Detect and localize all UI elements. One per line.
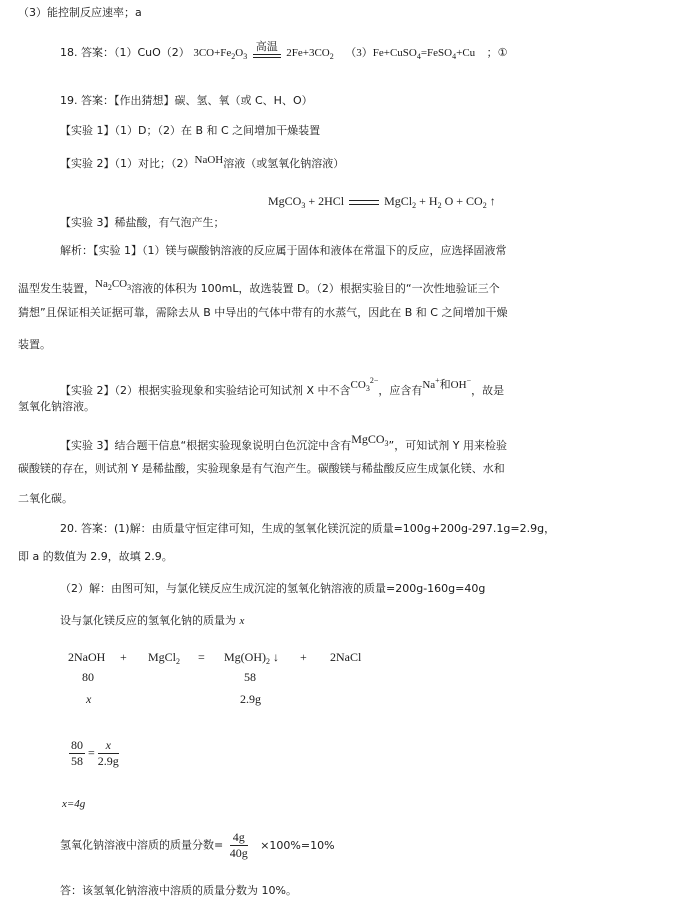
q20-line-4: 设与氯化镁反应的氢氧化钠的质量为 x <box>60 614 245 627</box>
q17-part3: （3）能控制反应速率；a <box>18 6 142 19</box>
q18-tail: ；① <box>486 46 508 59</box>
q19-analysis-7: 【实验 3】结合题干信息“根据实验现象说明白色沉淀中含有MgCO$_3$”，可知试剂 Y 用来检验 <box>60 432 507 452</box>
q19-exp3: 【实验 3】稀盐酸，有气泡产生； <box>60 216 225 229</box>
q19-head: 19. 答案：【作出猜想】碳、氢、氧（或 C、H、O） <box>60 94 313 107</box>
q18-eq2-left: $3CO+Fe_2O_3$ <box>193 47 248 61</box>
q19-analysis-4: 装置。 <box>18 338 51 351</box>
q20-line-2: 即 a 的数值为 2.9，故填 2.9。 <box>18 550 173 563</box>
q19-analysis-5: 【实验 2】（2）根据实验现象和实验结论可知试剂 X 中不含$CO_3^{2-}$，应含有Na+和OH−，故是 <box>60 376 505 397</box>
q19-analysis-2: 温型发生装置，$Na_2CO_3$溶液的体积为 100mL，故选装置 D。（2）根据实验目的“一次性地验证三个 <box>18 278 500 295</box>
q20-line-1: 20. 答案：(1)解：由质量守恒定律可知，生成的氢氧化镁沉淀的质量=100g+200g-297.1g=2.9g， <box>60 522 556 535</box>
q19-equation: MgCO$_3$ + 2HCl MgCl$_2$ + $H_2$ $O + CO_2$ ↑ <box>268 194 496 210</box>
q19-analysis-1: 解析：【实验 1】（1）镁与碳酸钠溶液的反应属于固体和液体在常温下的反应，应选择固液常 <box>60 244 507 257</box>
q19-exp1: 【实验 1】（1）D；（2）在 B 和 C 之间增加干燥装置 <box>60 124 321 137</box>
q20-proportion: $\frac{80}{58}$ = $\frac{x}{2.9g}$ <box>71 738 119 768</box>
q19-analysis-3: 猜想”且保证相关证据可靠，需除去从 B 中导出的气体中带有的水蒸气，因此在 B 和 C 之间增加干燥 <box>18 306 508 319</box>
q19-analysis-8: 碳酸镁的存在，则试剂 Y 是稀盐酸，实验现象是有气泡产生。碳酸镁与稀盐酸反应生成氯化镁、水和 <box>18 462 505 475</box>
q19-exp2: 【实验 2】（1）对比；（2）NaOH溶液（或氢氧化钠溶液） <box>60 154 345 170</box>
q19-analysis-6: 氢氧化钠溶液。 <box>18 400 95 413</box>
q18-answer <box>60 40 508 62</box>
q18-eq2-right: $2Fe+3CO_2$ <box>286 47 334 61</box>
q18-eq3: （3）Fe+CuSO$_4$=FeSO$_4$+Cu <box>345 47 476 61</box>
q19-analysis-9: 二氧化碳。 <box>18 492 73 505</box>
q20-percentage: 氢氧化钠溶液中溶质的质量分数= $\frac{4g}{40g}$ ×100%=10% <box>60 830 335 860</box>
q20-result: x=4g <box>62 798 86 810</box>
q18-condition: 高温 <box>253 54 281 58</box>
q18-head: 18. 答案：（1）CuO（2） <box>60 46 190 59</box>
q20-answer: 答：该氢氧化钠溶液中溶质的质量分数为 10%。 <box>60 884 297 897</box>
q20-line-3: （2）解：由图可知，与氯化镁反应生成沉淀的氢氧化钠溶液的质量=200g-160g=40g <box>60 582 486 595</box>
